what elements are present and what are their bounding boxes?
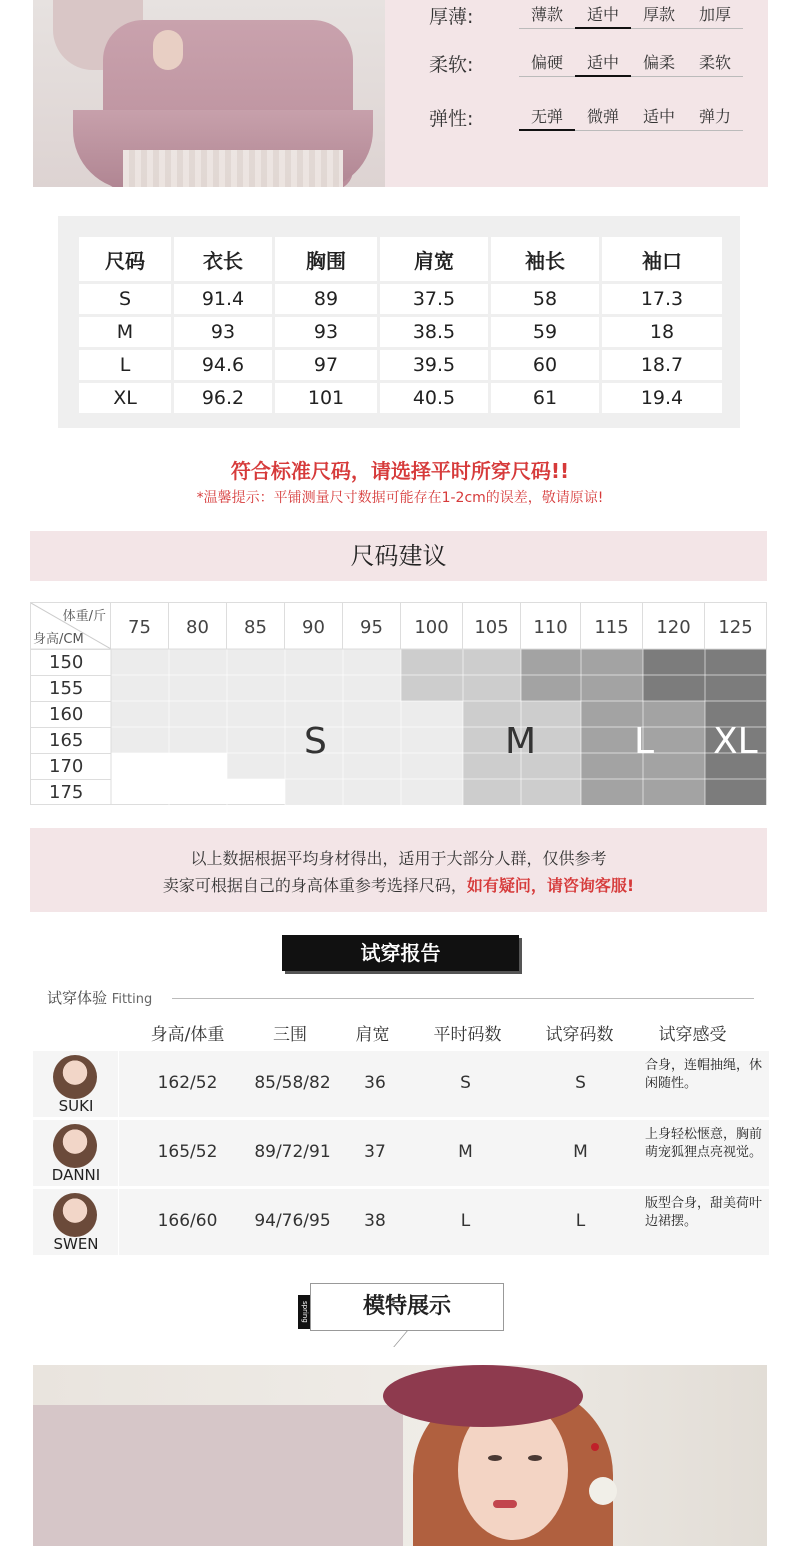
- table-cell: 93: [174, 317, 272, 347]
- zone-xl: [643, 649, 766, 701]
- property-option: 柔软: [687, 50, 743, 77]
- height-row-label: 170: [31, 753, 111, 779]
- property-label: 弹性:: [429, 107, 474, 130]
- height-row-label: 160: [31, 701, 111, 727]
- tester-height-weight: 165/52: [157, 1142, 218, 1162]
- info-line-1: 以上数据根据平均身材得出，适用于大部分人群，仅供参考: [190, 849, 607, 868]
- avatar: [53, 1124, 97, 1168]
- tester-shoulder: 38: [364, 1211, 386, 1231]
- table-row: [79, 383, 722, 413]
- divider: [172, 998, 754, 999]
- trial-header: 三围: [273, 1025, 307, 1045]
- tester-measurements: 85/58/82: [254, 1073, 331, 1093]
- zone-s: [401, 701, 463, 805]
- size-table-panel: [58, 216, 740, 428]
- tester-measurements: 89/72/91: [254, 1142, 331, 1162]
- tester-tried-size: M: [573, 1142, 588, 1162]
- tester-avatar-cell: [33, 1120, 119, 1186]
- tester-name: SWEN: [53, 1235, 99, 1253]
- table-cell: L: [79, 350, 171, 380]
- table-cell: 18.7: [602, 350, 722, 380]
- title-callout-tail: [393, 1331, 426, 1347]
- table-cell: 37.5: [380, 284, 488, 314]
- table-row: [79, 317, 722, 347]
- height-row-label: 150: [31, 649, 111, 675]
- property-option-selected: 适中: [575, 2, 631, 29]
- size-label-m: M: [505, 721, 537, 762]
- table-cell: 18: [602, 317, 722, 347]
- property-thickness: [429, 0, 743, 30]
- size-table-header: 肩宽: [380, 237, 488, 281]
- property-option-selected: 无弹: [519, 104, 575, 131]
- table-cell: 93: [275, 317, 377, 347]
- zone-s: [285, 779, 401, 805]
- table-cell: S: [79, 284, 171, 314]
- property-label: 柔软:: [429, 53, 474, 76]
- zone-s: [111, 649, 401, 753]
- reference-info-panel: [30, 828, 767, 912]
- tester-name: DANNI: [51, 1166, 101, 1184]
- info-line-2: [30, 873, 767, 896]
- weight-header: 80: [169, 603, 227, 649]
- table-cell: 101: [275, 383, 377, 413]
- table-cell: M: [79, 317, 171, 347]
- property-option: 加厚: [687, 2, 743, 29]
- table-cell: 39.5: [380, 350, 488, 380]
- table-cell: 38.5: [380, 317, 488, 347]
- trial-row: [33, 1051, 769, 1117]
- tester-feedback: 版型合身，甜美荷叶边裙摆。: [645, 1196, 763, 1229]
- property-option: 薄款: [519, 2, 575, 29]
- property-option: 弹力: [687, 104, 743, 131]
- zone-m: [401, 649, 521, 701]
- height-row-label: 175: [31, 779, 111, 805]
- model-display-title: 模特展示: [310, 1283, 504, 1331]
- height-row-label: 165: [31, 727, 111, 753]
- fitting-section-label: [47, 987, 152, 1008]
- tester-shoulder: 36: [364, 1073, 386, 1093]
- table-cell: 96.2: [174, 383, 272, 413]
- spring-tag: spring: [298, 1295, 312, 1329]
- tester-avatar-cell: [33, 1189, 119, 1255]
- size-table-header: 胸围: [275, 237, 377, 281]
- property-elasticity: [429, 102, 743, 132]
- table-cell: 58: [491, 284, 599, 314]
- table-cell: 40.5: [380, 383, 488, 413]
- property-option: 厚款: [631, 2, 687, 29]
- table-cell: 19.4: [602, 383, 722, 413]
- property-softness: [429, 48, 743, 78]
- tester-usual-size: M: [458, 1142, 473, 1162]
- avatar: [53, 1193, 97, 1237]
- tester-height-weight: 166/60: [157, 1211, 218, 1231]
- tester-tried-size: L: [575, 1211, 586, 1231]
- weight-header: 125: [718, 617, 753, 638]
- size-label-l: L: [634, 721, 655, 762]
- tester-feedback: 合身，连帽抽绳，休闲随性。: [645, 1058, 763, 1091]
- size-table-header: 袖口: [602, 237, 722, 281]
- size-table-header: 尺码: [79, 237, 171, 281]
- table-row: [79, 350, 722, 380]
- size-table-header-row: [79, 237, 722, 281]
- property-option: 偏柔: [631, 50, 687, 77]
- product-photo-skirt: [33, 0, 385, 187]
- property-option: 偏硬: [519, 50, 575, 77]
- table-cell: 89: [275, 284, 377, 314]
- trial-header: 试穿码数: [545, 1025, 614, 1045]
- size-table: [76, 234, 725, 416]
- tester-usual-size: L: [460, 1211, 471, 1231]
- size-standard-note: 符合标准尺码，请选择平时所穿尺码!!: [230, 459, 570, 483]
- trial-row: [33, 1120, 769, 1186]
- property-label: 厚薄:: [429, 5, 474, 28]
- property-option-selected: 适中: [575, 50, 631, 77]
- trial-header: 试穿感受: [658, 1025, 727, 1045]
- size-label-xl: XL: [713, 721, 758, 762]
- property-option: 微弹: [575, 104, 631, 131]
- tester-usual-size: S: [460, 1073, 471, 1093]
- trial-header: 身高/体重: [150, 1025, 225, 1045]
- height-axis-label: 身高/CM: [33, 632, 84, 647]
- tester-tried-size: S: [575, 1073, 586, 1093]
- weight-header: 85: [227, 603, 285, 649]
- weight-header: 120: [643, 603, 705, 649]
- table-cell: 61: [491, 383, 599, 413]
- weight-header: 115: [581, 603, 643, 649]
- trial-header: 平时码数: [433, 1025, 502, 1045]
- table-cell: 91.4: [174, 284, 272, 314]
- table-cell: 17.3: [602, 284, 722, 314]
- tester-height-weight: 162/52: [157, 1073, 218, 1093]
- table-cell: 60: [491, 350, 599, 380]
- measurement-tip: *温馨提示：平铺测量尺寸数据可能存在1-2cm的误差，敬请原谅!: [196, 490, 604, 506]
- info-line-2-text: 卖家可根据自己的身高体重参考选择尺码，: [162, 876, 467, 895]
- trial-row: [33, 1189, 769, 1255]
- table-cell: 94.6: [174, 350, 272, 380]
- weight-axis-label: 体重/斤: [62, 609, 106, 624]
- table-cell: 59: [491, 317, 599, 347]
- table-cell: 97: [275, 350, 377, 380]
- property-option: 适中: [631, 104, 687, 131]
- size-suggestion-grid: [30, 602, 767, 805]
- size-table-header: 袖长: [491, 237, 599, 281]
- model-photo: [33, 1365, 767, 1546]
- weight-header: 75: [111, 603, 169, 649]
- size-label-s: S: [304, 721, 327, 762]
- weight-header: 110: [521, 603, 581, 649]
- table-row: [79, 284, 722, 314]
- contact-service-note: 如有疑问，请咨询客服!: [466, 876, 635, 895]
- fitting-label-en: Fitting: [111, 992, 153, 1007]
- tester-name: SUKI: [58, 1097, 94, 1115]
- trial-header: 肩宽: [355, 1025, 390, 1045]
- weight-header: 100: [401, 603, 463, 649]
- table-cell: XL: [79, 383, 171, 413]
- fitting-label-cn: 试穿体验: [47, 989, 108, 1007]
- size-suggestion-title: 尺码建议: [30, 531, 767, 581]
- avatar: [53, 1055, 97, 1099]
- tester-measurements: 94/76/95: [254, 1211, 331, 1231]
- weight-header: 95: [343, 603, 401, 649]
- height-row-label: 155: [31, 675, 111, 701]
- tester-feedback: 上身轻松惬意，胸前萌宠狐狸点亮视觉。: [645, 1127, 763, 1160]
- tester-shoulder: 37: [364, 1142, 386, 1162]
- fabric-properties-panel: [385, 0, 768, 187]
- tester-avatar-cell: [33, 1051, 119, 1117]
- weight-header: 105: [463, 603, 521, 649]
- size-table-header: 衣长: [174, 237, 272, 281]
- weight-header: 90: [285, 603, 343, 649]
- trial-report-title: 试穿报告: [282, 935, 519, 971]
- zone-l: [521, 649, 643, 701]
- grid-corner: [31, 603, 111, 649]
